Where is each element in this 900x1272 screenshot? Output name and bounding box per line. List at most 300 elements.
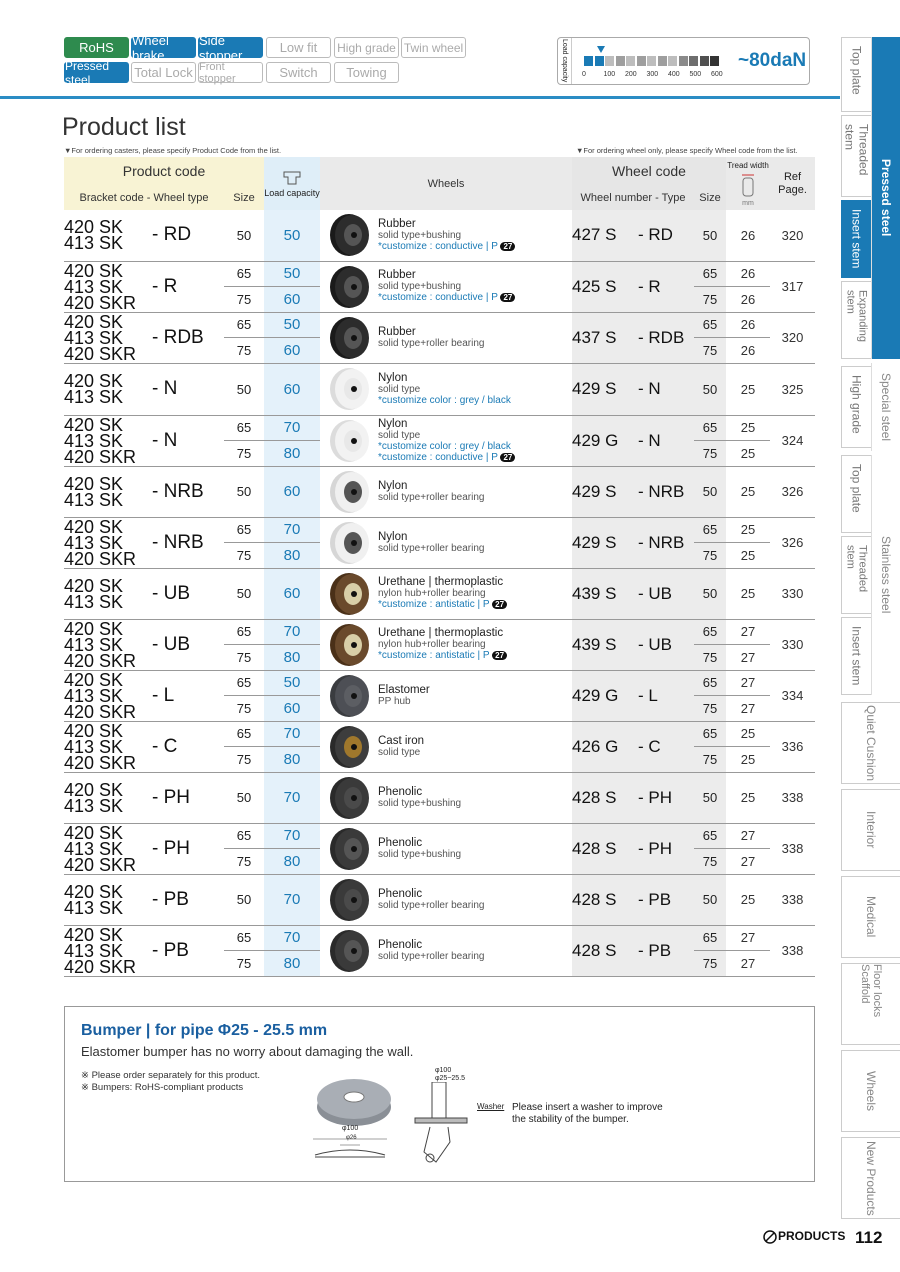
size-cell [224,415,264,466]
tread-cell [726,261,770,312]
load-value: 60 [264,286,320,312]
mount-drawing [410,1082,480,1172]
table-row [64,568,815,619]
capacity-scale-label: 400 [668,71,680,78]
tread-value: 27 [726,695,770,721]
wheel-description [378,210,572,261]
wheel-type: - N [152,415,224,466]
wheel-image-cell [320,261,378,312]
bracket-code: 420 SK [64,473,124,494]
side-tab-expanding-stem[interactable]: Expanding stem [841,281,871,359]
tread-cell [726,312,770,363]
load-icon [281,170,303,186]
bracket-code: 413 SK [64,233,124,254]
size-cell [224,823,264,874]
tread-value: 26 [740,266,756,282]
load-capacity-indicator [557,37,810,85]
wheel-construction: solid type+bushing [378,848,462,860]
tread-value: 25 [740,484,756,499]
tread-cell [726,568,770,619]
wheel-type: - PH [152,823,224,874]
wheel-number: 428 S [572,925,634,976]
load-value: 50 [283,316,301,334]
tread-value: 25 [740,790,756,805]
table-row [64,772,815,823]
capacity-segment [616,56,625,66]
wheel-description [378,874,572,925]
bumper-image [315,1069,393,1129]
wheel-material: Rubber [378,217,416,230]
tag-front-stopper: Front stopper [198,62,263,83]
wheel-code-type: - C [634,721,694,772]
load-value: 50 [283,674,301,692]
wheel-type: - L [152,670,224,721]
wheel-image [327,367,371,411]
wheel-customize: *customize color : grey / black [378,440,511,452]
side-tab-insert-stem-2[interactable]: Insert stem [841,617,871,695]
load-value: 70 [283,827,301,845]
ref-page: 330 [770,568,815,619]
wheel-customize: *customize color : grey / black [378,394,511,406]
bracket-code: 420 SK [64,311,124,332]
load-value: 70 [283,891,301,908]
size-value: 50 [236,586,252,601]
wheel-construction: nylon hub+roller bearing [378,639,486,650]
wheel-material: Nylon [378,417,408,430]
load-value: 70 [283,623,301,641]
note-casters: ▼For ordering casters, please specify Product Code from the list. [64,146,282,155]
wheel-construction: solid type+roller bearing [378,337,485,349]
capacity-scale-label: 200 [625,71,637,78]
wheel-image [327,419,371,463]
bumper-note-order: ※ Please order separately for this product. [81,1070,261,1081]
size-value: 50 [236,484,252,499]
wheel-size-value: 75 [694,337,726,363]
wheel-type: - NRB [152,466,224,517]
bracket-code: 420 SK [64,217,124,238]
wheel-size-value: 50 [702,586,718,601]
ref-page: 334 [770,670,815,721]
capacity-segment [668,56,677,66]
tread-value: 25 [726,440,770,466]
wheel-image [327,776,371,820]
wheel-material: Rubber [378,325,416,338]
side-tab-insert-stem[interactable]: Insert stem [841,200,871,278]
size-value: 50 [236,892,252,907]
load-value: 50 [283,226,301,244]
wheel-code-type: - N [634,415,694,466]
tread-cell [726,363,770,415]
load-value: 80 [264,440,320,466]
table-row [64,415,815,466]
wheel-code-type: - L [634,670,694,721]
wheel-description [378,312,572,363]
tread-value: 25 [740,726,756,742]
wheel-number: 439 S [572,619,634,670]
wheel-image [327,878,371,922]
wheel-size-cell [694,363,726,415]
wheel-code-type: - NRB [634,466,694,517]
wheel-customize: *customize : antistatic | P 27 [378,650,572,661]
load-capacity-label: Load capacity [558,38,572,84]
wheel-image [327,316,371,360]
wheel-image-cell [320,772,378,823]
wheel-construction: solid type [378,383,421,395]
side-tab-medical[interactable]: Medical [841,876,900,958]
bracket-codes [64,363,152,415]
bracket-codes [64,261,152,312]
ref-page: 336 [770,721,815,772]
bracket-codes [64,721,152,772]
bracket-code: 420 SK [64,618,124,639]
wheel-customize: *customize : antistatic | P 27 [378,599,572,610]
mount-dim-outer: φ100 [435,1067,452,1074]
load-capacity-cell [264,772,320,823]
capacity-segment [626,56,635,66]
wheel-size-value: 65 [702,930,718,946]
side-tab-high-grade[interactable]: High grade [841,366,871,448]
wheel-construction: nylon hub+roller bearing [378,588,486,599]
tag-side-stopper: Side stopper [198,37,263,58]
wheel-construction: PP hub [378,695,411,707]
wheel-image-cell [320,210,378,261]
tread-value: 26 [740,317,756,333]
bracket-wheel-header: Bracket code - Wheel type [64,185,224,210]
footer-label: PRODUCTS [778,1229,846,1243]
size-value: 75 [224,440,264,466]
bracket-code: 420 SKR [64,446,137,467]
bracket-codes [64,823,152,874]
size-cell [224,363,264,415]
size-value: 65 [236,675,252,691]
wheel-code-type: - N [634,363,694,415]
wheel-type: - UB [152,619,224,670]
table-row [64,874,815,925]
size-cell [224,568,264,619]
page-number: 112 [855,1228,883,1247]
tag-high-grade: High grade [334,37,399,58]
bracket-code: 420 SK [64,414,124,435]
wheel-description [378,466,572,517]
wheel-size-cell [694,568,726,619]
wheel-material: Nylon [378,371,408,384]
wheel-number: 429 G [572,670,634,721]
table-row [64,721,815,772]
wheel-size-value: 75 [694,695,726,721]
load-capacity-cell [264,721,320,772]
bracket-code: 420 SKR [64,701,137,722]
wheel-size-value: 75 [694,746,726,772]
bumper-drawing [305,1127,395,1167]
capacity-marker-icon [597,46,605,53]
load-capacity-cell [264,670,320,721]
tread-value: 27 [740,624,756,640]
capacity-segment [700,56,709,66]
wheel-size-value: 65 [702,726,718,742]
bracket-codes [64,925,152,976]
ref-page: 338 [770,823,815,874]
bracket-code: 413 SK [64,276,124,297]
category-special-steel: Special steel [871,363,900,451]
bumper-advice-1: Please insert a washer to improve [512,1102,663,1113]
size-value: 65 [236,317,252,333]
wheel-size-value: 50 [702,790,718,805]
wheel-size-value: 75 [694,542,726,568]
page-pill: 27 [492,651,507,660]
tread-cell [726,670,770,721]
wheel-image-cell [320,874,378,925]
bracket-code: 413 SK [64,685,124,706]
capacity-segment [605,56,614,66]
size-value: 65 [236,420,252,436]
wheel-number: 428 S [572,874,634,925]
tread-value: 25 [740,586,756,601]
bracket-codes [64,210,152,261]
capacity-scale-label: 0 [582,71,586,78]
size-value: 75 [224,848,264,874]
wheel-size-cell [694,466,726,517]
ref-page: 330 [770,619,815,670]
wheel-construction: solid type+roller bearing [378,542,485,554]
tread-value: 27 [726,950,770,976]
wheel-number: 429 S [572,517,634,568]
load-value: 80 [264,746,320,772]
size-cell [224,670,264,721]
wheel-code-type: - PB [634,874,694,925]
wheel-customize: *customize : conductive | P 27 [378,241,572,252]
load-capacity-cell [264,312,320,363]
wheel-size-value: 65 [702,675,718,691]
size-cell [224,772,264,823]
wheel-customize-2: *customize : conductive | P 27 [378,452,572,463]
ref-page: 320 [770,312,815,363]
bracket-code: 413 SK [64,795,124,816]
wheel-size-cell [694,261,726,312]
product-code-header: Product code [64,157,264,185]
tread-cell [726,823,770,874]
bracket-code: 420 SK [64,822,124,843]
tread-cell [726,925,770,976]
size-cell [224,261,264,312]
tread-value: 27 [740,930,756,946]
bracket-code: 413 SK [64,532,124,553]
ref-page-header: Ref Page. [770,157,815,210]
load-value: 80 [264,848,320,874]
wheel-material: Urethane | thermoplastic [378,627,504,639]
load-capacity-cell [264,363,320,415]
bracket-code: 413 SK [64,838,124,859]
wheel-size-value: 75 [694,440,726,466]
tread-cell [726,619,770,670]
wheel-image-cell [320,517,378,568]
size-cell [224,721,264,772]
page-pill: 27 [500,293,515,302]
washer-label: Washer [477,1102,505,1111]
wheel-size-cell [694,772,726,823]
wheel-description [378,363,572,415]
wheel-code-header: Wheel code [572,157,726,185]
bracket-code: 413 SK [64,591,124,612]
capacity-segment [689,56,698,66]
wheel-size-value: 50 [702,892,718,907]
wheel-type: - RDB [152,312,224,363]
bracket-code: 413 SK [64,897,124,918]
products-logo-icon [762,1229,778,1245]
tread-icon [740,172,756,198]
wheel-code-type: - PH [634,823,694,874]
bracket-codes [64,568,152,619]
table-row [64,925,815,976]
load-value: 60 [264,695,320,721]
wheel-size-cell [694,619,726,670]
bracket-code: 420 SK [64,371,124,391]
bracket-code: 413 SK [64,430,124,451]
side-tab-floor-locks[interactable]: Floor locks Scaffold [841,963,900,1045]
size-value: 75 [224,542,264,568]
tread-cell [726,415,770,466]
size-value: 50 [236,227,252,243]
side-tab-threaded-stem[interactable]: Threaded stem [841,115,871,197]
bracket-codes [64,874,152,925]
wheel-description [378,415,572,466]
bracket-code: 420 SKR [64,650,137,671]
size-cell [224,210,264,261]
table-row [64,823,815,874]
wheel-material: Cast iron [378,734,425,747]
tag-total-lock: Total Lock [131,62,196,83]
side-tab-interior[interactable]: Interior [841,789,900,871]
table-row [64,670,815,721]
bracket-codes [64,415,152,466]
load-capacity-cell [264,874,320,925]
tread-width-header: Tread width mm [726,157,770,210]
wheel-size-value: 50 [702,484,718,499]
bracket-code: 413 SK [64,327,124,348]
load-capacity-cell [264,415,320,466]
wheel-description [378,517,572,568]
side-tab-threaded-stem-2[interactable]: Threaded stem [841,536,871,614]
load-value: 50 [283,265,301,283]
side-tab-top-plate-2[interactable]: Top plate [841,455,871,533]
tag-rohs: RoHS [64,37,129,58]
wheel-construction: solid type [378,429,421,441]
tread-cell [726,874,770,925]
size-value: 65 [236,828,252,844]
wheel-size-cell [694,823,726,874]
bracket-code: 413 SK [64,940,124,961]
wheel-image-cell [320,312,378,363]
wheel-type: - NRB [152,517,224,568]
wheel-size-value: 75 [694,286,726,312]
capacity-scale-label: 300 [646,71,659,78]
side-tab-quiet-cushion[interactable]: Quiet Cushion [841,702,900,784]
wheel-image [327,521,371,565]
tread-cell [726,210,770,261]
wheel-size-cell [694,517,726,568]
wheel-description [378,823,572,874]
page-pill: 27 [500,453,515,462]
wheel-construction: solid type+bushing [378,229,462,241]
load-capacity-cell [264,466,320,517]
wheel-code-type: - PH [634,772,694,823]
side-tab-wheels[interactable]: Wheels [841,1050,900,1132]
wheel-type: - N [152,363,224,415]
tread-value: 27 [740,675,756,691]
bracket-codes [64,466,152,517]
mount-dim-inner: φ25~25.5 [435,1075,466,1082]
size-value: 65 [236,726,252,742]
page-title: Product list [62,113,186,141]
load-value: 70 [283,725,301,743]
wheel-construction: solid type+bushing [378,281,462,292]
capacity-segment [637,56,646,66]
load-capacity-cell [264,517,320,568]
load-capacity-cell [264,568,320,619]
wheel-code-type: - RDB [634,312,694,363]
wheel-customize: *customize : conductive | P 27 [378,292,572,303]
wheel-image [327,265,371,309]
size-cell [224,312,264,363]
table-row [64,261,815,312]
tread-value: 25 [726,746,770,772]
wheel-material: Nylon [378,530,408,543]
wheel-material: Phenolic [378,785,423,798]
bracket-code: 420 SK [64,575,124,596]
wheel-image [327,827,371,871]
wheel-number: 429 G [572,415,634,466]
wheel-code-type: - RD [634,210,694,261]
ref-page: 324 [770,415,815,466]
tread-cell [726,466,770,517]
side-tab-top-plate[interactable]: Top plate [841,37,871,112]
capacity-segment [647,56,656,66]
tread-value: 27 [726,848,770,874]
wheel-material: Nylon [378,479,408,492]
tag-wheel-brake: Wheel brake [131,37,196,58]
table-row [64,363,815,415]
ref-page: 326 [770,466,815,517]
capacity-segment [710,56,719,66]
tread-cell [726,517,770,568]
wheel-construction: solid type [378,746,421,758]
wheel-code-type: - UB [634,619,694,670]
wheel-size-value: 75 [694,848,726,874]
wheel-description [378,772,572,823]
capacity-scale-label: 600 [711,71,723,78]
wheel-material: Urethane | thermoplastic [378,576,504,588]
wheel-image-cell [320,925,378,976]
wheel-material: Phenolic [378,836,423,849]
wheel-image-cell [320,363,378,415]
side-tab-new-products[interactable]: New Products [841,1137,900,1219]
category-pressed-steel: Pressed steel [871,37,900,359]
ref-page: 317 [770,261,815,312]
wheel-number-header: Wheel number - Type [572,185,694,210]
size-value: 65 [236,266,252,282]
wheel-number: 426 G [572,721,634,772]
bracket-code: 420 SKR [64,343,137,364]
load-value: 60 [283,380,301,398]
wheel-image [327,470,371,514]
wheel-type: - PB [152,925,224,976]
tread-value: 25 [740,420,756,436]
load-value: 60 [264,337,320,363]
size-cell [224,874,264,925]
capacity-segment [584,56,593,66]
tag-towing: Towing [334,62,399,83]
wheel-number: 428 S [572,772,634,823]
wheel-size-value: 65 [702,624,718,640]
